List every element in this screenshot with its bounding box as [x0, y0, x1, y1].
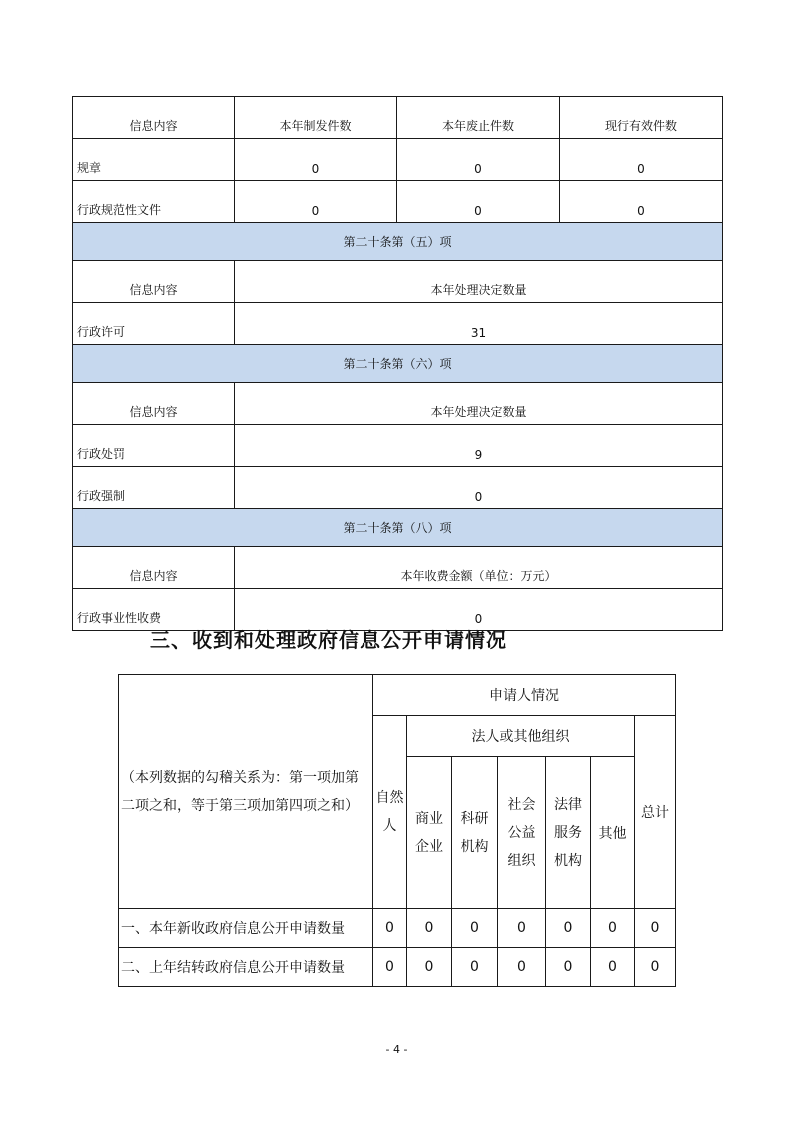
header-cell: 信息内容 — [73, 261, 235, 303]
header-text: 公益 — [507, 824, 536, 841]
header-text: 机构 — [554, 852, 582, 869]
row-label: 行政事业性收费 — [73, 589, 235, 631]
table-row — [73, 425, 723, 467]
legal-header — [546, 757, 591, 909]
table-row — [73, 467, 723, 509]
table-row — [119, 948, 676, 987]
cell-value: 0 — [397, 139, 560, 181]
cell-value: 0 — [498, 909, 546, 948]
header-cell: 本年废止件数 — [397, 97, 560, 139]
header-text: 法律 — [554, 796, 582, 813]
section-title: 第二十条第（六）项 — [73, 345, 723, 383]
header-cell: 信息内容 — [73, 547, 235, 589]
header-cell: 信息内容 — [73, 97, 235, 139]
table-row — [73, 139, 723, 181]
cell-value: 0 — [407, 909, 452, 948]
section-heading: 三、收到和处理政府信息公开申请情况 — [150, 628, 507, 652]
applicant-header: 申请人情况 — [373, 675, 676, 716]
header-text: 服务 — [554, 824, 582, 841]
row-label: 行政许可 — [73, 303, 235, 345]
cell-value: 0 — [546, 948, 591, 987]
cell-value: 0 — [560, 139, 723, 181]
table-row — [73, 303, 723, 345]
row-label: 行政强制 — [73, 467, 235, 509]
disclosure-table — [72, 96, 723, 631]
cell-value: 0 — [452, 909, 498, 948]
natural-person-header — [373, 716, 407, 909]
header-cell: 信息内容 — [73, 383, 235, 425]
header-text: 科研 — [460, 810, 489, 827]
header-cell: 现行有效件数 — [560, 97, 723, 139]
section-title: 第二十条第（八）项 — [73, 509, 723, 547]
cell-value: 0 — [235, 139, 397, 181]
section-title: 第二十条第（五）项 — [73, 223, 723, 261]
cell-value: 0 — [235, 589, 723, 631]
header-text: 人 — [382, 818, 397, 834]
other-header: 其他 — [591, 757, 635, 909]
cell-value: 0 — [591, 909, 635, 948]
row-label: 规章 — [73, 139, 235, 181]
cell-value: 0 — [373, 909, 407, 948]
row-label: 行政处罚 — [73, 425, 235, 467]
table-header-row — [119, 675, 676, 716]
research-header — [452, 757, 498, 909]
page-number: - 4 - — [385, 1043, 408, 1056]
cell-value: 0 — [235, 467, 723, 509]
row-label: 行政规范性文件 — [73, 181, 235, 223]
table-header-row — [73, 261, 723, 303]
cell-value: 0 — [235, 181, 397, 223]
cell-value: 0 — [635, 948, 676, 987]
header-text: 机构 — [460, 838, 489, 855]
table-header-row — [73, 97, 723, 139]
header-text: 商业 — [415, 810, 443, 827]
section-title-row — [73, 345, 723, 383]
application-table — [118, 674, 676, 987]
social-header — [498, 757, 546, 909]
cell-value: 0 — [397, 181, 560, 223]
cell-value: 0 — [373, 948, 407, 987]
header-text: 组织 — [507, 852, 536, 869]
row-label: 一、本年新收政府信息公开申请数量 — [119, 909, 373, 948]
header-cell: 本年制发件数 — [235, 97, 397, 139]
cell-value: 0 — [591, 948, 635, 987]
header-cell: 本年处理决定数量 — [235, 261, 723, 303]
header-cell: 本年收费金额（单位：万元） — [235, 547, 723, 589]
cell-value: 9 — [235, 425, 723, 467]
business-header — [407, 757, 452, 909]
legal-org-header: 法人或其他组织 — [407, 716, 635, 757]
cell-value: 0 — [546, 909, 591, 948]
header-text: 自然 — [375, 790, 404, 806]
section-title-row — [73, 509, 723, 547]
section-title-row — [73, 223, 723, 261]
table-row — [73, 181, 723, 223]
table-row — [119, 909, 676, 948]
cell-value: 0 — [498, 948, 546, 987]
table-header-row — [73, 383, 723, 425]
cell-value: 31 — [235, 303, 723, 345]
header-text: 社会 — [507, 796, 536, 813]
cell-value: 0 — [560, 181, 723, 223]
cell-value: 0 — [407, 948, 452, 987]
table-header-row — [73, 547, 723, 589]
table-description: （本列数据的勾稽关系为：第一项加第二项之和，等于第三项加第四项之和） — [119, 675, 373, 909]
cell-value: 0 — [635, 909, 676, 948]
header-cell: 本年处理决定数量 — [235, 383, 723, 425]
cell-value: 0 — [452, 948, 498, 987]
row-label: 二、上年结转政府信息公开申请数量 — [119, 948, 373, 987]
header-text: 企业 — [415, 838, 443, 855]
total-header: 总计 — [635, 716, 676, 909]
